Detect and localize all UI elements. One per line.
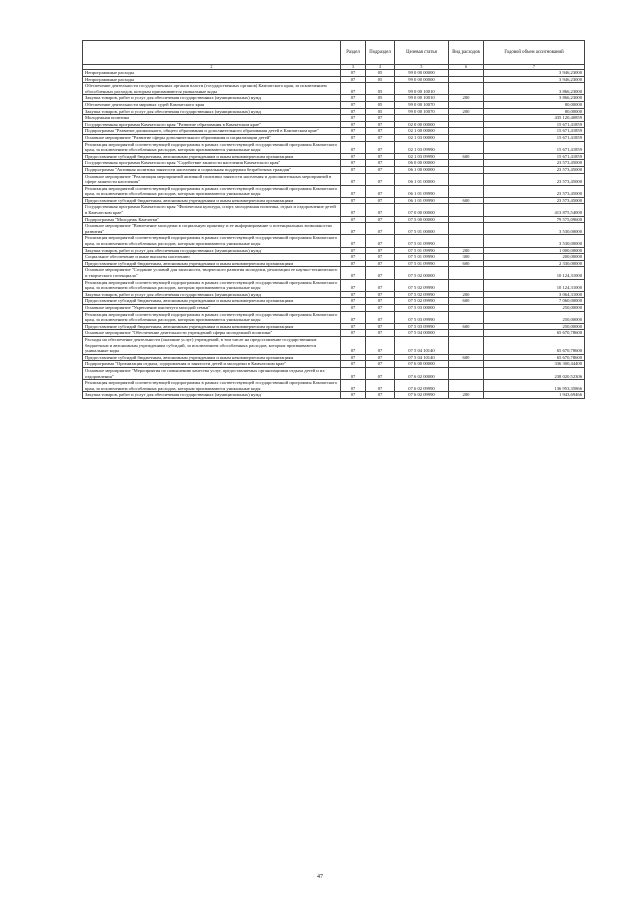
cell-name: Реализация мероприятий соответствующей подпрограммы в рамках соответствующей государственной программы Камчатского края, за исключением обособленных расходов, которым присваиваются уникальные коды: [83, 185, 341, 197]
table-row: [83, 323, 585, 330]
cell-podrazdel: 07: [366, 291, 395, 298]
table-row: [83, 83, 585, 95]
cell-target-article: 07 5 02 09990: [395, 298, 449, 305]
table-row: [83, 311, 585, 323]
cell-name: Закупка товаров, работ и услуг для обеспечения государственных (муниципальных) нужд: [83, 247, 341, 254]
cell-razdel: 07: [341, 197, 366, 204]
table-row: [83, 392, 585, 399]
cell-razdel: 07: [341, 330, 366, 337]
cell-razdel: 07: [341, 354, 366, 361]
cell-expense-type: [449, 279, 484, 291]
cell-name: Предоставление субсидий бюджетным, автономным учреждениям и иным некоммерческим организациям: [83, 260, 341, 267]
cell-target-article: 06 1 01 00000: [395, 173, 449, 185]
cell-expense-type: [449, 380, 484, 392]
cell-target-article: 07 6 00 00000: [395, 361, 449, 368]
cell-target-article: 07 5 01 00000: [395, 223, 449, 235]
cell-name: Реализация мероприятий соответствующей подпрограммы в рамках соответствующей государственной программы Камчатского края, за исключением обособленных расходов, которым присваиваются уникальные коды: [83, 279, 341, 291]
table-row: [83, 101, 585, 108]
cell-target-article: 07 5 03 09990: [395, 323, 449, 330]
cell-razdel: 07: [341, 141, 366, 153]
cell-annual-volume: 65 670,78600: [484, 330, 585, 337]
cell-annual-volume: 1 000,00000: [484, 247, 585, 254]
cell-podrazdel: 07: [366, 160, 395, 167]
cell-expense-type: [449, 216, 484, 223]
cell-target-article: 07 0 00 00000: [395, 204, 449, 216]
cell-name: Предоставление субсидий бюджетным, автономным учреждениям и иным некоммерческим организациям: [83, 197, 341, 204]
col-num-2: 2: [83, 65, 341, 70]
cell-name: Обеспечение деятельности государственных органов власти (государственных органов) Камчатского края, за исключением обособленных расходов, которым присваиваются уникальные коды: [83, 83, 341, 95]
table-row: [83, 267, 585, 279]
cell-name: Реализация мероприятий соответствующей подпрограммы в рамках соответствующей государственной программы Камчатского края, за исключением обособленных расходов, которым присваиваются уникальные коды: [83, 311, 341, 323]
cell-target-article: 02 1 03 09990: [395, 141, 449, 153]
cell-target-article: 06 0 00 00000: [395, 160, 449, 167]
cell-razdel: 07: [341, 380, 366, 392]
cell-name: Молодежная политика: [83, 115, 341, 122]
cell-name: Подпрограмма "Молодежь Камчатки": [83, 216, 341, 223]
cell-razdel: 07: [341, 367, 366, 379]
cell-target-article: 02 0 00 00000: [395, 121, 449, 128]
cell-podrazdel: 05: [366, 76, 395, 83]
cell-expense-type: 200: [449, 291, 484, 298]
cell-target-article: 07 5 04 10140: [395, 354, 449, 361]
cell-target-article: 07 5 00 00000: [395, 216, 449, 223]
cell-razdel: 07: [341, 336, 366, 354]
cell-expense-type: [449, 204, 484, 216]
page-number: 47: [317, 874, 323, 880]
cell-annual-volume: 15 671,41859: [484, 153, 585, 160]
table-row: [83, 108, 585, 115]
cell-target-article: 06 1 01 09990: [395, 197, 449, 204]
cell-annual-volume: 413 875,54000: [484, 204, 585, 216]
header-razdel: Раздел: [341, 41, 366, 65]
table-row: [83, 160, 585, 167]
col-num-6: 6: [449, 65, 484, 70]
cell-podrazdel: 07: [366, 128, 395, 135]
cell-podrazdel: 07: [366, 141, 395, 153]
cell-name: Реализация мероприятий соответствующей подпрограммы в рамках соответствующей государственной программы Камчатского края, за исключением обособленных расходов, которым присваиваются уникальные коды: [83, 380, 341, 392]
cell-razdel: 07: [341, 291, 366, 298]
cell-razdel: 07: [341, 173, 366, 185]
cell-annual-volume: 3 946,23000: [484, 76, 585, 83]
header-expense-type: Вид расходов: [449, 41, 484, 65]
cell-expense-type: [449, 101, 484, 108]
cell-expense-type: [449, 235, 484, 247]
cell-target-article: 07 5 02 00000: [395, 267, 449, 279]
cell-podrazdel: 05: [366, 101, 395, 108]
table-row: [83, 216, 585, 223]
cell-target-article: 02 1 00 00000: [395, 128, 449, 135]
cell-razdel: 07: [341, 108, 366, 115]
table-row: [83, 361, 585, 368]
cell-podrazdel: 07: [366, 260, 395, 267]
table-row: [83, 330, 585, 337]
cell-expense-type: [449, 141, 484, 153]
cell-annual-volume: 23 573,45000: [484, 173, 585, 185]
cell-target-article: 02 1 03 09990: [395, 153, 449, 160]
cell-expense-type: [449, 115, 484, 122]
cell-expense-type: [449, 185, 484, 197]
cell-annual-volume: 3 866,23000: [484, 95, 585, 102]
cell-target-article: 99 0 00 00000: [395, 70, 449, 77]
cell-target-article: 07 5 03 09990: [395, 311, 449, 323]
cell-razdel: 07: [341, 235, 366, 247]
cell-annual-volume: 80,00000: [484, 101, 585, 108]
table-row: [83, 260, 585, 267]
cell-target-article: 07 5 03 00000: [395, 304, 449, 311]
cell-razdel: 07: [341, 267, 366, 279]
cell-razdel: 07: [341, 76, 366, 83]
cell-razdel: 07: [341, 185, 366, 197]
budget-document: [82, 40, 584, 399]
cell-annual-volume: 1 943,69466: [484, 392, 585, 399]
table-header-row: [83, 41, 585, 65]
table-row: [83, 304, 585, 311]
col-num-7: 7: [484, 65, 585, 70]
cell-target-article: 07 5 01 09990: [395, 254, 449, 261]
cell-podrazdel: 07: [366, 304, 395, 311]
cell-name: Основное мероприятие "Вовлечение молодежи в социальную практику и ее информирование о потенциальных возможностях развития": [83, 223, 341, 235]
cell-razdel: 07: [341, 204, 366, 216]
cell-expense-type: 600: [449, 197, 484, 204]
cell-annual-volume: 15 671,41859: [484, 128, 585, 135]
cell-name: Основное мероприятие "Реализация мероприятий активной политики занятости населения и дополнительных мероприятий в сфере занятости населения": [83, 173, 341, 185]
cell-name: Основное мероприятие "Мероприятия по повышению качества услуг, предоставляемых организациями отдыха детей и их оздоровления": [83, 367, 341, 379]
cell-name: Основное мероприятие "Обеспечение деятельности учреждений сферы молодежной политики": [83, 330, 341, 337]
cell-target-article: 07 6 02 00000: [395, 367, 449, 379]
cell-expense-type: [449, 311, 484, 323]
cell-podrazdel: 07: [366, 279, 395, 291]
cell-podrazdel: 07: [366, 254, 395, 261]
table-row: [83, 204, 585, 216]
col-num-5: 5: [395, 65, 449, 70]
cell-razdel: 07: [341, 160, 366, 167]
cell-razdel: 07: [341, 260, 366, 267]
cell-name: Основное мероприятие "Развитие сферы дополнительного образования и социализации детей": [83, 134, 341, 141]
cell-podrazdel: 07: [366, 330, 395, 337]
table-row: [83, 185, 585, 197]
table-row: [83, 279, 585, 291]
cell-podrazdel: 07: [366, 197, 395, 204]
cell-podrazdel: 07: [366, 153, 395, 160]
table-row: [83, 235, 585, 247]
cell-annual-volume: 10 124,31000: [484, 279, 585, 291]
cell-razdel: 07: [341, 254, 366, 261]
cell-name: Реализация мероприятий соответствующей подпрограммы в рамках соответствующей государственной программы Камчатского края, за исключением обособленных расходов, которым присваиваются уникальные коды: [83, 235, 341, 247]
cell-podrazdel: 07: [366, 367, 395, 379]
cell-podrazdel: 07: [366, 336, 395, 354]
cell-annual-volume: 3 530,00000: [484, 223, 585, 235]
cell-podrazdel: 05: [366, 83, 395, 95]
cell-annual-volume: 80,00000: [484, 108, 585, 115]
cell-annual-volume: 7 060,00000: [484, 298, 585, 305]
cell-target-article: 06 1 01 09990: [395, 185, 449, 197]
cell-podrazdel: 07: [366, 323, 395, 330]
cell-annual-volume: 200,00000: [484, 254, 585, 261]
header-name: [83, 41, 341, 65]
cell-podrazdel: 07: [366, 380, 395, 392]
cell-name: Подпрограмма "Активная политика занятости населения и социальная поддержка безработных граждан": [83, 166, 341, 173]
cell-podrazdel: 07: [366, 392, 395, 399]
cell-annual-volume: 65 670,78600: [484, 336, 585, 354]
cell-name: Непрограммные расходы: [83, 76, 341, 83]
cell-annual-volume: 15 671,41859: [484, 141, 585, 153]
cell-expense-type: 200: [449, 392, 484, 399]
cell-razdel: 07: [341, 216, 366, 223]
cell-name: Закупка товаров, работ и услуг для обеспечения государственных (муниципальных) нужд: [83, 291, 341, 298]
cell-annual-volume: 238 020,52306: [484, 367, 585, 379]
cell-name: Обеспечение деятельности мировых судей Камчатского края: [83, 101, 341, 108]
budget-table: [82, 40, 585, 399]
cell-podrazdel: 07: [366, 173, 395, 185]
cell-annual-volume: 3 530,00000: [484, 235, 585, 247]
cell-annual-volume: 136 953,35866: [484, 380, 585, 392]
cell-target-article: 99 0 00 10010: [395, 83, 449, 95]
table-row: [83, 380, 585, 392]
cell-expense-type: 600: [449, 298, 484, 305]
cell-razdel: 07: [341, 70, 366, 77]
cell-target-article: 07 5 01 09990: [395, 247, 449, 254]
table-row: [83, 141, 585, 153]
cell-name: Предоставление субсидий бюджетным, автономным учреждениям и иным некоммерческим организациям: [83, 354, 341, 361]
cell-expense-type: [449, 166, 484, 173]
cell-expense-type: [449, 267, 484, 279]
cell-expense-type: [449, 304, 484, 311]
cell-name: Государственная программа Камчатского края "Физическая культура, спорт, молодежная политика, отдых и оздоровление детей в Камчатском крае": [83, 204, 341, 216]
cell-annual-volume: 79 575,09600: [484, 216, 585, 223]
cell-podrazdel: 07: [366, 204, 395, 216]
cell-expense-type: 600: [449, 153, 484, 160]
cell-razdel: 07: [341, 298, 366, 305]
cell-podrazdel: 05: [366, 95, 395, 102]
header-target-article: Целевая статья: [395, 41, 449, 65]
cell-target-article: 06 1 00 00000: [395, 166, 449, 173]
cell-razdel: 07: [341, 392, 366, 399]
table-row: [83, 298, 585, 305]
cell-expense-type: [449, 134, 484, 141]
cell-expense-type: [449, 83, 484, 95]
cell-expense-type: 300: [449, 254, 484, 261]
cell-name: Подпрограмма "Организация отдыха, оздоровления и занятости детей и молодежи в Камчатском крае": [83, 361, 341, 368]
table-row: [83, 153, 585, 160]
table-row: [83, 197, 585, 204]
cell-razdel: 07: [341, 223, 366, 235]
cell-target-article: 07 5 02 09990: [395, 279, 449, 291]
header-annual-volume: Годовой объем ассигнований: [484, 41, 585, 65]
cell-expense-type: [449, 173, 484, 185]
cell-expense-type: [449, 330, 484, 337]
table-row: [83, 367, 585, 379]
cell-annual-volume: 15 671,41859: [484, 121, 585, 128]
cell-podrazdel: 07: [366, 115, 395, 122]
cell-annual-volume: 250,00000: [484, 311, 585, 323]
table-row: [83, 134, 585, 141]
cell-razdel: 07: [341, 153, 366, 160]
cell-razdel: 07: [341, 323, 366, 330]
table-row: [83, 336, 585, 354]
cell-annual-volume: 10 124,31000: [484, 267, 585, 279]
cell-podrazdel: 07: [366, 361, 395, 368]
cell-podrazdel: 05: [366, 70, 395, 77]
cell-name: Основное мероприятие "Укрепление института молодой семьи": [83, 304, 341, 311]
header-podrazdel: Подраздел: [366, 41, 395, 65]
cell-annual-volume: 23 573,45000: [484, 185, 585, 197]
cell-target-article: 99 0 00 10070: [395, 101, 449, 108]
table-row: [83, 115, 585, 122]
cell-annual-volume: 250,00000: [484, 304, 585, 311]
table-row: [83, 95, 585, 102]
cell-target-article: 07 5 04 10140: [395, 336, 449, 354]
cell-name: Государственная программа Камчатского края "Развитие образования в Камчатском крае": [83, 121, 341, 128]
cell-expense-type: [449, 361, 484, 368]
cell-expense-type: [449, 76, 484, 83]
cell-annual-volume: 23 573,45000: [484, 160, 585, 167]
cell-razdel: 07: [341, 83, 366, 95]
cell-target-article: 07 5 04 00000: [395, 330, 449, 337]
cell-name: Государственная программа Камчатского края "Содействие занятости населения Камчатского края": [83, 160, 341, 167]
cell-annual-volume: 65 670,78600: [484, 354, 585, 361]
cell-podrazdel: 07: [366, 235, 395, 247]
cell-target-article: 99 0 00 10010: [395, 95, 449, 102]
cell-expense-type: [449, 121, 484, 128]
cell-annual-volume: 23 573,45000: [484, 197, 585, 204]
cell-podrazdel: 07: [366, 134, 395, 141]
cell-annual-volume: 435 120,40859: [484, 115, 585, 122]
cell-razdel: 07: [341, 115, 366, 122]
table-row: [83, 254, 585, 261]
cell-expense-type: [449, 223, 484, 235]
col-num-3: 3: [341, 65, 366, 70]
cell-annual-volume: 336 300,44400: [484, 361, 585, 368]
cell-name: Закупка товаров, работ и услуг для обеспечения государственных (муниципальных) нужд: [83, 108, 341, 115]
cell-target-article: [395, 115, 449, 122]
table-row: [83, 128, 585, 135]
cell-expense-type: [449, 160, 484, 167]
table-row: [83, 291, 585, 298]
cell-razdel: 07: [341, 304, 366, 311]
cell-razdel: 07: [341, 247, 366, 254]
cell-razdel: 07: [341, 121, 366, 128]
cell-expense-type: [449, 336, 484, 354]
cell-podrazdel: 07: [366, 247, 395, 254]
table-row: [83, 247, 585, 254]
cell-razdel: 07: [341, 279, 366, 291]
cell-podrazdel: 07: [366, 311, 395, 323]
cell-razdel: 07: [341, 101, 366, 108]
cell-name: Закупка товаров, работ и услуг для обеспечения государственных (муниципальных) нужд: [83, 95, 341, 102]
cell-target-article: 99 0 00 10070: [395, 108, 449, 115]
cell-annual-volume: 15 671,41859: [484, 134, 585, 141]
cell-podrazdel: 07: [366, 166, 395, 173]
table-body: [83, 70, 585, 399]
col-num-4: 4: [366, 65, 395, 70]
cell-annual-volume: 250,00000: [484, 323, 585, 330]
cell-podrazdel: 07: [366, 298, 395, 305]
cell-name: Предоставление субсидий бюджетным, автономным учреждениям и иным некоммерческим организациям: [83, 323, 341, 330]
table-row: [83, 121, 585, 128]
cell-expense-type: 200: [449, 108, 484, 115]
cell-razdel: 07: [341, 166, 366, 173]
cell-podrazdel: 07: [366, 121, 395, 128]
cell-razdel: 07: [341, 128, 366, 135]
table-row: [83, 166, 585, 173]
cell-annual-volume: 3 946,23000: [484, 70, 585, 77]
cell-name: Социальное обеспечение и иные выплаты населению: [83, 254, 341, 261]
cell-expense-type: [449, 128, 484, 135]
cell-podrazdel: 05: [366, 108, 395, 115]
cell-name: Непрограммные расходы: [83, 70, 341, 77]
cell-target-article: 07 5 02 09990: [395, 291, 449, 298]
cell-name: Подпрограмма "Развитие дошкольного, общего образования и дополнительного образования детей в Камчатском крае": [83, 128, 341, 135]
table-row: [83, 223, 585, 235]
cell-expense-type: 600: [449, 354, 484, 361]
cell-razdel: 07: [341, 95, 366, 102]
cell-annual-volume: 3 866,23000: [484, 83, 585, 95]
cell-name: Основное мероприятие "Создание условий для запасности, творческого развития молодежи, реализации ее научно-технического и творческого потенциала": [83, 267, 341, 279]
cell-expense-type: 200: [449, 247, 484, 254]
cell-annual-volume: 23 573,45000: [484, 166, 585, 173]
cell-expense-type: 600: [449, 323, 484, 330]
cell-name: Реализация мероприятий соответствующей подпрограммы в рамках соответствующей государственной программы Камчатского края, за исключением обособленных расходов, которым присваиваются уникальные коды: [83, 141, 341, 153]
cell-annual-volume: 3 064,31000: [484, 291, 585, 298]
cell-annual-volume: 2 330,00000: [484, 260, 585, 267]
cell-podrazdel: 07: [366, 354, 395, 361]
cell-expense-type: 200: [449, 95, 484, 102]
table-row: [83, 70, 585, 77]
cell-target-article: 99 0 00 00000: [395, 76, 449, 83]
cell-podrazdel: 07: [366, 223, 395, 235]
cell-target-article: 07 5 01 09990: [395, 235, 449, 247]
cell-target-article: 07 6 02 09990: [395, 380, 449, 392]
cell-name: Предоставление субсидий бюджетным, автономным учреждениям и иным некоммерческим организациям: [83, 298, 341, 305]
cell-expense-type: [449, 367, 484, 379]
cell-razdel: 07: [341, 134, 366, 141]
table-row: [83, 76, 585, 83]
cell-name: Закупка товаров, работ и услуг для обеспечения государственных (муниципальных) нужд: [83, 392, 341, 399]
cell-target-article: 02 1 03 00000: [395, 134, 449, 141]
table-row: [83, 173, 585, 185]
cell-razdel: 07: [341, 361, 366, 368]
cell-name: Предоставление субсидий бюджетным, автономным учреждениям и иным некоммерческим организациям: [83, 153, 341, 160]
cell-razdel: 07: [341, 311, 366, 323]
cell-podrazdel: 07: [366, 216, 395, 223]
cell-expense-type: 600: [449, 260, 484, 267]
table-row: [83, 354, 585, 361]
cell-expense-type: [449, 70, 484, 77]
cell-podrazdel: 07: [366, 185, 395, 197]
cell-podrazdel: 07: [366, 267, 395, 279]
cell-name: Расходы на обеспечение деятельности (оказание услуг) учреждений, в том числе на предоставление государственным бюджетным и автономным учреждениям субсидий, за исключением обособленных расходов, которым присваиваются уникальные коды: [83, 336, 341, 354]
cell-target-article: 07 6 02 09990: [395, 392, 449, 399]
cell-target-article: 07 5 01 09990: [395, 260, 449, 267]
